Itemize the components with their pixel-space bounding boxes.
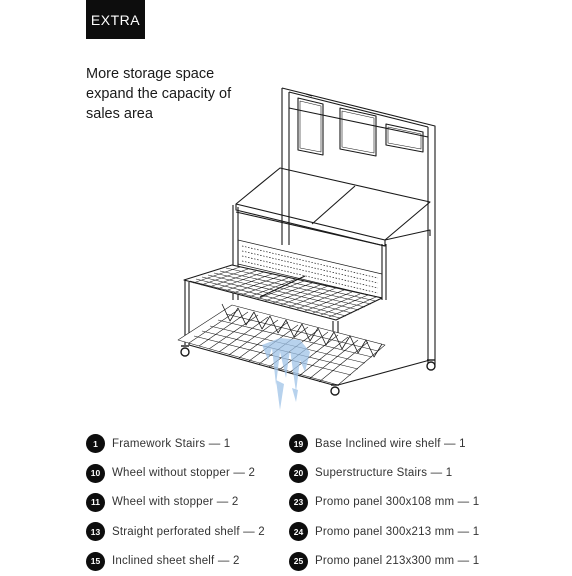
number-circle: 23 — [289, 493, 308, 512]
part-label: Base Inclined wire shelf — 1 — [315, 437, 466, 450]
number-circle: 25 — [289, 552, 308, 571]
part-label: Promo panel 300x108 mm — 1 — [315, 496, 480, 509]
list-item — [289, 429, 479, 458]
number-circle: 1 — [86, 434, 105, 453]
part-label: Promo panel 213x300 mm — 1 — [315, 555, 480, 568]
list-item — [289, 458, 479, 487]
headline-line-3: sales area — [86, 106, 153, 122]
number-circle: 11 — [86, 493, 105, 512]
list-item — [86, 429, 265, 458]
list-item — [289, 488, 479, 517]
number-circle: 13 — [86, 522, 105, 541]
grid-shelf — [184, 265, 382, 320]
list-item — [86, 517, 265, 546]
rack-illustration — [160, 82, 450, 417]
number-circle: 20 — [289, 464, 308, 483]
parts-list-left — [86, 429, 265, 576]
part-label: Wheel without stopper — 2 — [112, 467, 256, 480]
part-label: Superstructure Stairs — 1 — [315, 467, 453, 480]
number-circle: 19 — [289, 434, 308, 453]
headline-line-1: More storage space — [86, 66, 215, 82]
list-item — [86, 488, 265, 517]
number-circle: 24 — [289, 522, 308, 541]
part-label: Promo panel 300x213 mm — 1 — [315, 525, 480, 538]
number-circle: 10 — [86, 464, 105, 483]
part-label: Wheel with stopper — 2 — [112, 496, 239, 509]
list-item — [289, 517, 479, 546]
part-label: Straight perforated shelf — 2 — [112, 525, 265, 538]
number-circle: 15 — [86, 552, 105, 571]
extra-badge: EXTRA — [86, 0, 145, 39]
parts-list-right — [289, 429, 479, 576]
headline-line-2: expand the capacity of — [86, 86, 232, 102]
part-label: Framework Stairs — 1 — [112, 437, 231, 450]
list-item — [86, 458, 265, 487]
promo-panels — [298, 94, 423, 156]
part-label: Inclined sheet shelf — 2 — [112, 555, 240, 568]
